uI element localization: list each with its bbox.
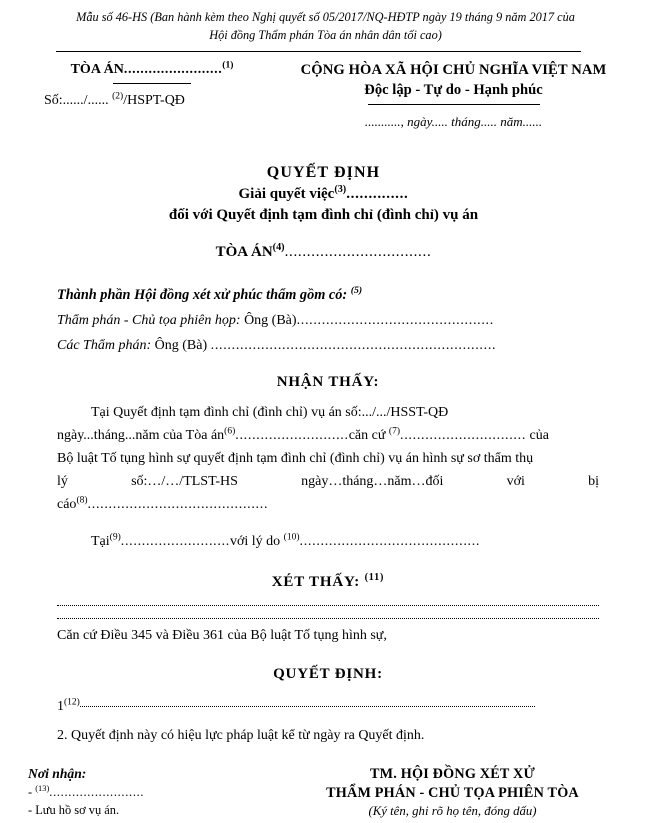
court-label: TÒA ÁN <box>70 61 124 77</box>
court-dots: ........................ <box>123 61 223 77</box>
so-suffix: /HSPT-QĐ <box>123 92 185 108</box>
recipient-1-dots: ......................... <box>49 785 145 799</box>
nhan-thay-line-4 <box>57 471 599 492</box>
nhan-thay-l4-w3: ngày…tháng…năm…đối <box>301 473 444 489</box>
document-title-block <box>0 164 647 261</box>
panel-heading-text: Thành phần Hội đồng xét xử phúc thẩm gồm có: <box>57 286 348 303</box>
signature-role-line: THẨM PHÁN - CHỦ TỌA PHIÊN TÒA <box>326 785 579 801</box>
tai-footnote-10: (10) <box>283 532 300 543</box>
nhan-thay-line-5 <box>57 494 599 515</box>
nhan-thay-footnote-8: (8) <box>76 495 88 506</box>
nation-motto: Độc lập - Tự do - Hạnh phúc <box>364 81 543 98</box>
section-heading-xet-thay <box>57 574 599 591</box>
nation-title: CỘNG HÒA XÃ HỘI CHỦ NGHĨA VIỆT NAM <box>300 61 607 78</box>
recipient-item-2: - Lưu hồ sơ vụ án. <box>28 803 120 817</box>
decision-1-leader <box>80 705 535 707</box>
nhan-thay-l2-a: ngày...tháng...năm của Tòa án <box>57 427 225 443</box>
title-about-line: đối với Quyết định tạm đình chỉ (đình chỉ) vụ án <box>168 206 479 223</box>
recipient-item-1 <box>28 782 300 800</box>
tai-dots-1: .......................... <box>120 534 230 550</box>
decision-footnote-12: (12) <box>64 697 80 708</box>
issuing-court-dots: ................................. <box>284 243 432 260</box>
panel-judges-label: Các Thẩm phán: <box>57 337 152 353</box>
court-footnote-1: (1) <box>222 60 234 70</box>
panel-judges-line <box>57 338 599 354</box>
tai-dots-2: ........................................... <box>299 534 481 550</box>
document-header <box>0 60 647 130</box>
recipients-block <box>28 766 300 819</box>
nhan-thay-l2-dots2: .............................. <box>400 427 527 443</box>
decision-1-number: 1 <box>57 699 64 715</box>
nhan-thay-footnote-6: (6) <box>224 426 236 437</box>
issuing-court-line <box>0 241 647 261</box>
panel-composition-heading <box>57 284 599 304</box>
motto-underline-rule <box>368 104 540 105</box>
xet-thay-blank-line-1 <box>57 604 599 606</box>
legal-basis-line: Căn cứ Điều 345 và Điều 361 của Bộ luật Tố tụng hình sự, <box>57 628 387 644</box>
nhan-thay-l4-w1: lý <box>57 473 68 489</box>
xet-thay-footnote-11: (11) <box>364 572 385 584</box>
panel-chair-line <box>57 313 599 329</box>
court-name-line <box>26 62 278 78</box>
panel-chair-value: Ông (Bà) <box>244 312 297 328</box>
panel-footnote-5: (5) <box>350 284 363 296</box>
tai-reason-line <box>57 531 599 552</box>
nhan-thay-paragraph <box>57 402 599 423</box>
header-divider-rule <box>56 51 581 52</box>
header-nation-block <box>278 60 629 130</box>
document-footer <box>0 766 647 819</box>
section-heading-quyet-dinh: QUYẾT ĐỊNH: <box>273 666 383 683</box>
decision-item-1 <box>57 696 599 717</box>
nhan-thay-line-3 <box>57 448 599 469</box>
recipient-footnote-13: (13) <box>35 782 50 793</box>
recipient-1-dash: - <box>28 785 33 799</box>
nhan-thay-l2-dots: ........................... <box>235 427 349 443</box>
nhan-thay-l4-w2: số:…/…/TLST-HS <box>131 473 238 489</box>
nhan-thay-line-1: Tại Quyết định tạm đình chỉ (đình chỉ) vụ án số:.../.../HSST-QĐ <box>91 404 449 420</box>
document-page <box>0 9 647 823</box>
place-date-line: ..........., ngày..... tháng..... năm...... <box>364 113 543 129</box>
nhan-thay-l4-w5: bị <box>588 473 599 489</box>
issuing-court-label: TÒA ÁN <box>215 243 273 260</box>
panel-judges-dots: .................................................................... <box>210 337 497 353</box>
nhan-thay-l5-dots: ........................................... <box>87 497 269 513</box>
so-label: Số:....../...... <box>44 92 109 108</box>
xet-thay-blank-line-2 <box>57 617 599 619</box>
form-code-line-1: Mẫu số 46-HS (Ban hành kèm theo Nghị quyết số 05/2017/NQ-HĐTP ngày 19 tháng 9 năm 2017 của <box>76 10 575 24</box>
nhan-thay-l2-c: của <box>529 427 549 443</box>
nhan-thay-l3-text: Bộ luật Tố tụng hình sự quyết định tạm đình chỉ (đình chỉ) vụ án hình sự sơ thẩm thụ <box>57 450 534 466</box>
form-code-note <box>32 9 619 45</box>
tai-label: Tại <box>91 534 110 550</box>
header-court-block <box>26 60 278 130</box>
so-footnote-2: (2) <box>112 91 124 101</box>
decision-item-2: 2. Quyết định này có hiệu lực pháp luật kể từ ngày ra Quyết định. <box>57 728 425 744</box>
panel-chair-dots: ............................................... <box>296 312 494 328</box>
title-subject-prefix: Giải quyết việc <box>238 185 335 202</box>
document-number-line <box>26 93 278 109</box>
nhan-thay-footnote-7: (7) <box>388 426 401 437</box>
recipients-label: Nơi nhận: <box>28 766 87 781</box>
nhan-thay-line-2 <box>57 425 599 446</box>
nhan-thay-l2-b: căn cứ <box>348 427 386 443</box>
xet-thay-text: XÉT THẤY: <box>271 574 361 591</box>
panel-judges-value: Ông (Bà) <box>154 337 208 353</box>
panel-chair-label: Thẩm phán - Chủ tọa phiên họp: <box>57 312 241 328</box>
title-subject-dots: .............. <box>346 185 409 202</box>
form-code-line-2: Hội đồng Thẩm phán Tòa án nhân dân tối cao) <box>209 27 442 42</box>
signature-instruction: (Ký tên, ghi rõ họ tên, đóng dấu) <box>368 804 537 818</box>
page-title: QUYẾT ĐỊNH <box>266 163 381 181</box>
nhan-thay-l5-text: cáo <box>57 497 77 513</box>
tai-footnote-9: (9) <box>109 532 121 543</box>
document-body <box>0 284 647 745</box>
title-footnote-3: (3) <box>334 183 347 195</box>
section-heading-nhan-thay: NHẬN THẤY: <box>276 373 380 390</box>
tai-middle: với lý do <box>229 534 281 550</box>
nhan-thay-l4-w4: với <box>506 473 525 489</box>
title-subject-line <box>0 183 647 203</box>
court-underline-rule <box>113 83 191 84</box>
issuing-court-footnote-4: (4) <box>272 241 285 253</box>
signature-block <box>300 766 623 819</box>
signature-authority-line: TM. HỘI ĐỒNG XÉT XỬ <box>370 766 535 782</box>
